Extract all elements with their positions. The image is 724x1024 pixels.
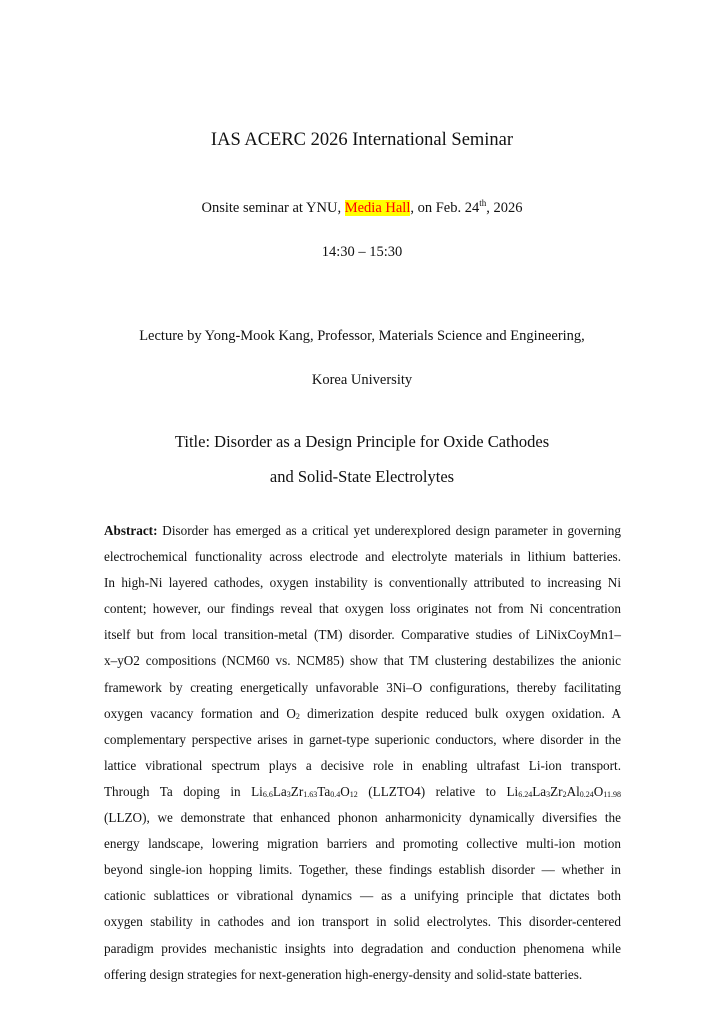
abstract-line-last: offering design strategies for next-generation high-energy-density and solid-state batteries. — [104, 966, 583, 982]
abstract-line: itself but from local transition-metal (TM) disorder. Comparative studies of LiNixCoyMn1– — [104, 627, 621, 643]
venue-highlight: Media Hall — [344, 200, 411, 216]
abstract-text: Disorder has emerged as a critical yet underexplored design parameter in governing — [157, 523, 621, 538]
seminar-title: IAS ACERC 2026 International Seminar — [210, 130, 514, 150]
text: La — [532, 783, 547, 799]
abstract-line — [104, 522, 621, 548]
abstract-line: paradigm provides mechanistic insights into degradation and conduction phenomena while — [104, 940, 621, 956]
text: (LLZTO4) relative to Li — [357, 783, 519, 799]
abstract-line: In high-Ni layered cathodes, oxygen instability is conventionally attributed to increasing Ni — [104, 575, 621, 591]
abstract-line: electrochemical functionality across electrode and electrolyte materials in lithium batteries. — [104, 549, 621, 565]
subscript: 3 — [546, 789, 551, 799]
subscript: 6.24 — [518, 789, 533, 799]
venue-line — [0, 200, 724, 217]
abstract-line: content; however, our findings reveal that oxygen loss originates not from Ni concentration — [104, 601, 621, 617]
abstract-line: lattice vibrational spectrum plays a decisive role in enabling ultrafast Li-ion transport. — [104, 757, 622, 773]
venue-date: , on Feb. 24 — [410, 200, 480, 216]
venue-prefix: Onsite seminar at YNU, — [201, 200, 345, 216]
subscript: 12 — [349, 789, 358, 799]
subscript: 0.24 — [579, 789, 594, 799]
text: Ta — [317, 783, 331, 799]
text: Through Ta doping in Li — [104, 783, 263, 799]
abstract-line-formula — [104, 783, 621, 809]
text: dimerization despite reduced bulk oxygen oxidation. A — [299, 705, 621, 721]
text: oxygen vacancy formation and O — [104, 705, 296, 721]
abstract-line — [104, 705, 621, 731]
subscript: 2 — [295, 711, 300, 721]
subscript: 0.4 — [330, 789, 341, 799]
seminar-time: 14:30 – 15:30 — [321, 244, 403, 260]
abstract-line: beyond single-ion hopping limits. Together, these findings establish disorder — whether in — [104, 862, 621, 878]
subscript: 3 — [286, 789, 291, 799]
text: Al — [566, 783, 580, 799]
subscript: 2 — [562, 789, 567, 799]
lecturer-line: Lecture by Yong-Mook Kang, Professor, Materials Science and Engineering, — [139, 328, 585, 344]
abstract-line: oxygen stability in cathodes and ion transport in solid electrolytes. This disorder-centered — [104, 914, 621, 930]
abstract-label: Abstract: — [104, 523, 158, 538]
abstract-line: cationic sublattices or vibrational dynamics — as a unifying principle that dictates both — [104, 888, 621, 904]
abstract — [104, 522, 621, 992]
abstract-line: x–yO2 compositions (NCM60 vs. NCM85) show that TM clustering destabilizes the anionic — [104, 653, 621, 669]
abstract-line: energy landscape, lowering migration barriers and promoting collective multi-ion motion — [104, 836, 621, 852]
abstract-line: complementary perspective arises in garnet-type superionic conductors, where disorder in the — [104, 731, 621, 747]
talk-title-line-1: Title: Disorder as a Design Principle for Oxide Cathodes — [174, 432, 550, 451]
affiliation: Korea University — [311, 372, 413, 388]
abstract-line: (LLZO), we demonstrate that enhanced phonon anharmonicity dynamically diversifies the — [104, 810, 621, 826]
text: O — [340, 783, 350, 799]
text: O — [593, 783, 604, 799]
abstract-line: framework by creating energetically unfavorable 3Ni–O configurations, thereby facilitating — [104, 679, 621, 695]
date-suffix: th — [479, 198, 487, 208]
text: Zr — [290, 783, 304, 799]
subscript: 11.98 — [603, 789, 621, 799]
text: Zr — [550, 783, 563, 799]
text: La — [272, 783, 287, 799]
subscript: 6.6 — [262, 789, 273, 799]
talk-title-line-2: and Solid-State Electrolytes — [269, 467, 455, 486]
subscript: 1.63 — [303, 789, 318, 799]
venue-year: , 2026 — [486, 200, 523, 216]
